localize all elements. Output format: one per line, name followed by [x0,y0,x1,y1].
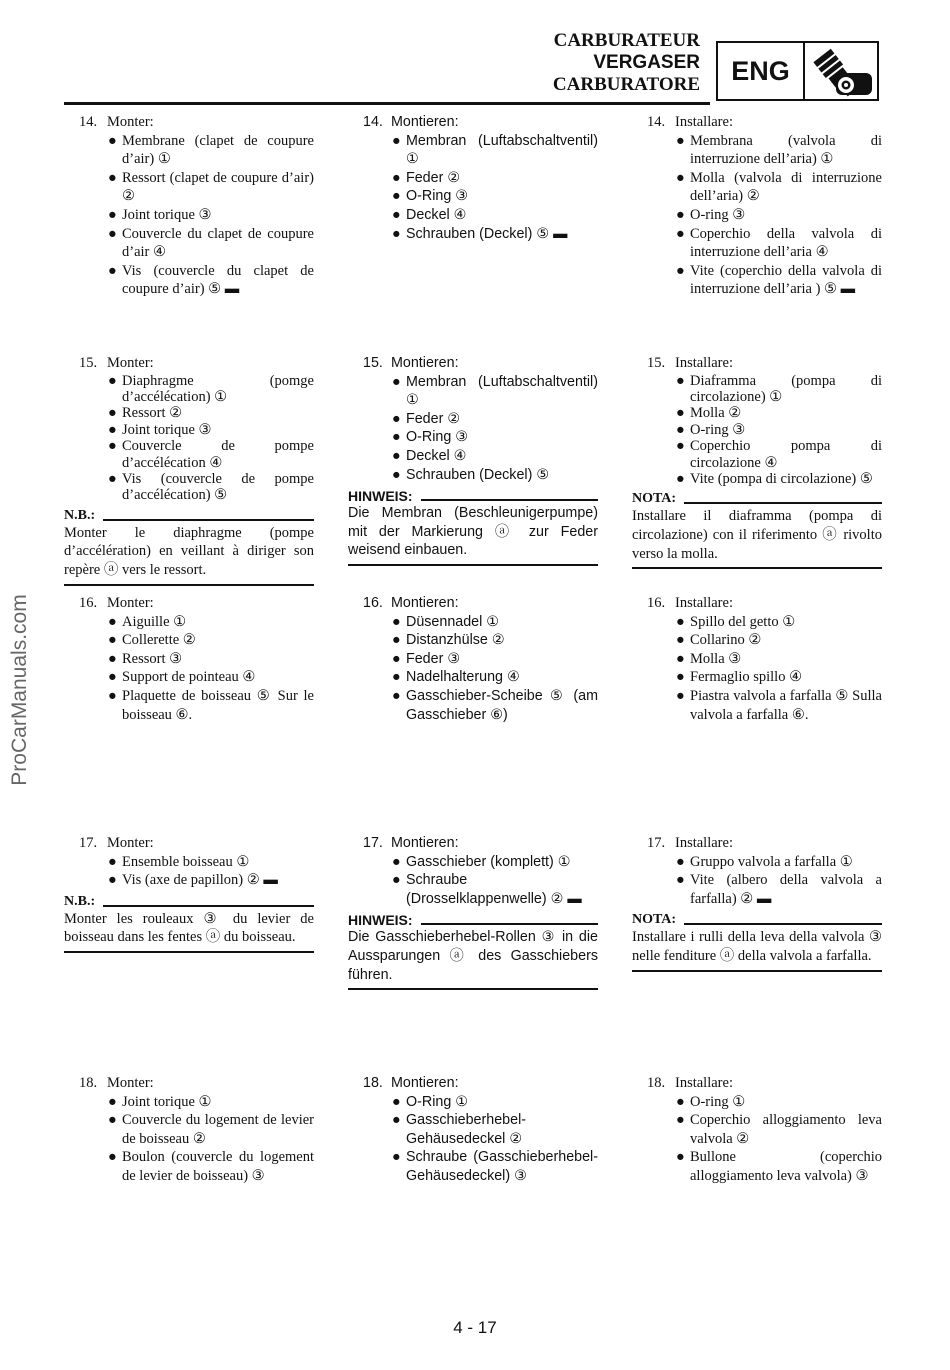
step-number: 16. [79,595,98,611]
note-rule [632,567,882,569]
page-number: 4 - 17 [453,1318,497,1337]
step-verb: Monter: [107,595,154,611]
list-item: ● Collarino ② [676,632,762,649]
list-item: ● Düsennadel ① [392,613,500,630]
note-title: HINWEIS: [348,912,598,928]
list-item: ● Fermaglio spillo ④ [676,669,803,686]
step-number: 16. [363,595,383,611]
list-item: ● Distanzhülse ② [392,632,505,649]
list-item: ● Joint torique ① [108,1093,212,1110]
list-item: ● Vis (axe de papillon) ② ▬ [108,872,278,889]
step-verb: Installare: [675,595,733,611]
list-item: ● Deckel ④ [392,447,467,464]
step-16-it [632,594,882,724]
list-item: ● Molla (valvola di interruzione dell’aria) ② [676,169,882,205]
step-verb: Montieren: [391,595,459,611]
step-heading [348,1074,598,1093]
step-number: 15. [363,355,383,371]
list-item: ● Membrana (valvola di interruzione dell’aria) ① [676,132,882,168]
step-verb: Montieren: [391,835,459,851]
watermark: ProCarManuals.com [8,594,31,786]
note-text: Die Gasschieberhebel-Rollen ③ in die Aussparungen ⓐ des Gasschiebers führen. [348,929,598,983]
step-number: 15. [79,355,98,371]
step-heading [632,1074,882,1093]
list-item: ● O-Ring ③ [392,188,469,205]
note-rule [64,951,314,953]
step-number: 14. [79,114,98,130]
list-item: ● Schrauben (Deckel) ⑤ ▬ [392,225,568,242]
list-item: ● Gasschieber (komplett) ① [392,853,571,870]
list-item: ● O-Ring ① [392,1093,469,1110]
step-15-fr [64,354,314,586]
step-number: 18. [79,1075,98,1091]
step-number: 17. [363,835,383,851]
step-15-it [632,354,882,569]
list-item: ● Gasschieber-Scheibe ⑤ (am Gasschieber ⑥) [392,687,598,723]
step-number: 18. [363,1075,383,1091]
list-item: ● Ensemble boisseau ① [108,853,250,870]
step-verb: Monter: [107,835,154,851]
section-title [553,30,700,96]
title-fr: CARBURATEUR [553,30,700,51]
step-heading [632,354,882,373]
step-verb: Monter: [107,114,154,130]
eng-badge [716,41,879,101]
note-title: HINWEIS: [348,488,598,504]
list-item: ● Coperchio della valvola di interruzione dell’aria ④ [676,225,882,261]
step-heading [632,834,882,853]
step-number: 16. [647,595,666,611]
step-heading [632,594,882,613]
step-verb: Montieren: [391,1075,459,1091]
note-text: Installare il diaframma (pompa di circolazione) con il riferimento ⓐ rivolto verso la molla. [632,508,882,562]
step-verb: Montieren: [391,114,459,130]
list-item: ● O-Ring ③ [392,429,469,446]
step-18-fr [64,1074,314,1186]
note-box [64,508,314,586]
note-text: Monter le diaphragme (pompe d’accélération) en veillant à diriger son repère ⓐ vers le ressort. [64,524,314,579]
note-box [348,912,598,990]
list-item: ● Ressort ③ [108,650,183,667]
list-item: ● Ressort ② [108,405,183,422]
title-it: CARBURATORE [552,74,700,95]
note-rule [348,564,598,566]
list-item: ● Deckel ④ [392,206,467,223]
list-item: ● Feder ③ [392,650,461,667]
step-verb: Montieren: [391,355,459,371]
list-item: ● Vis (couvercle du clapet de coupure d’air) ⑤ ▬ [108,262,314,298]
engine-piston-icon [806,45,876,97]
title-de: VERGASER [593,52,700,73]
list-item: ● O-ring ① [676,1093,746,1110]
step-14-de [348,113,598,243]
list-item: ● Schraube (Drosselklappenwelle) ② ▬ [392,872,582,907]
list-item: ● Feder ② [392,169,461,186]
list-item: ● Membrane (clapet de coupure d’air) ① [108,132,314,168]
step-15-de [348,354,598,566]
list-item: ● Vis (couvercle de pompe d’accélécation) ⑤ [108,471,314,504]
list-item: ● Boulon (couvercle du logement de levier de boisseau) ③ [108,1149,314,1184]
list-item: ● Feder ② [392,410,461,427]
list-item: ● Coperchio pompa di circolazione ④ [676,438,882,471]
note-title: NOTA: [632,491,882,507]
note-rule [348,988,598,990]
step-heading [64,1074,314,1093]
step-number: 17. [647,835,666,851]
list-item: ● Membran (Luftabschaltventil) ① [392,132,598,168]
list-item: ● Collerette ② [108,632,196,649]
list-item: ● Bullone (coperchio alloggiamento leva valvola) ③ [676,1149,882,1184]
note-box [632,912,882,971]
step-18-it [632,1074,882,1186]
note-text: Die Membran (Beschleunigerpumpe) mit der Markierung ⓐ zur Feder weisend einbauen. [348,505,598,559]
note-text: Installare i rulli della leva della valvola ③ nelle fenditure ⓐ della valvola a farfalla. [632,929,882,964]
step-number: 14. [363,114,383,130]
list-item: ● Molla ③ [676,650,742,667]
step-16-de [348,594,598,724]
list-item: ● Schrauben (Deckel) ⑤ [392,466,550,483]
step-verb: Installare: [675,835,733,851]
step-heading [64,834,314,853]
step-heading [632,113,882,132]
list-item: ● Molla ② [676,405,742,422]
note-title: N.B.: [64,894,314,910]
step-number: 18. [647,1075,666,1091]
list-item: ● Support de pointeau ④ [108,669,256,686]
step-16-fr [64,594,314,724]
note-box [632,491,882,569]
list-item: ● Ressort (clapet de coupure d’air) ② [108,169,314,205]
list-item: ● Couvercle du logement de levier de boisseau ② [108,1112,314,1147]
list-item: ● Couvercle du clapet de coupure d’air ④ [108,225,314,261]
list-item: ● Vite (albero della valvola a farfalla) ② ▬ [676,872,882,907]
step-verb: Installare: [675,355,733,371]
list-item: ● Plaquette de boisseau ⑤ Sur le boisseau ⑥. [108,687,314,723]
note-box [64,894,314,953]
step-verb: Monter: [107,1075,154,1091]
eng-label: ENG [718,43,805,99]
list-item: ● Aiguille ① [108,613,187,630]
list-item: ● Gasschieberhebel-Gehäusedeckel ② [392,1112,527,1147]
list-item: ● Diaphragme (pomge d’accélécation) ① [108,372,314,405]
list-item: ● Joint torique ③ [108,206,212,223]
list-item: ● Schraube (Gasschieberhebel-Gehäusedeckel) ③ [392,1149,598,1184]
note-title: NOTA: [632,912,882,928]
list-item: ● Diaframma (pompa di circolazione) ① [676,372,882,405]
note-box [348,488,598,566]
step-18-de [348,1074,598,1186]
list-item: ● Coperchio alloggiamento leva valvola ② [676,1112,882,1147]
list-item: ● O-ring ③ [676,206,746,223]
step-heading [348,834,598,853]
list-item: ● Spillo del getto ① [676,613,796,630]
note-title: N.B.: [64,508,314,524]
step-heading [64,594,314,613]
step-14-it [632,113,882,299]
list-item: ● Joint torique ③ [108,421,212,438]
header-rule [64,102,710,105]
step-17-de [348,834,598,990]
step-number: 15. [647,355,666,371]
step-17-it [632,834,882,972]
list-item: ● Vite (pompa di circolazione) ⑤ [676,471,873,488]
note-rule [64,584,314,586]
note-text: Monter les rouleaux ③ du levier de boisseau dans les fentes ⓐ du boisseau. [64,910,314,946]
step-heading [64,113,314,132]
step-verb: Installare: [675,1075,733,1091]
list-item: ● Gruppo valvola a farfalla ① [676,853,853,870]
list-item: ● Nadelhalterung ④ [392,669,520,686]
note-rule [632,970,882,972]
list-item: ● Membran (Luftabschaltventil) ① [392,373,598,409]
step-heading [348,354,598,373]
step-17-fr [64,834,314,953]
step-number: 14. [647,114,666,130]
step-verb: Monter: [107,355,154,371]
step-heading [64,354,314,373]
step-heading [348,594,598,613]
step-heading [348,113,598,132]
step-verb: Installare: [675,114,733,130]
step-number: 17. [79,835,98,851]
step-14-fr [64,113,314,299]
list-item: ● Vite (coperchio della valvola di interruzione dell’aria ) ⑤ ▬ [676,262,882,298]
list-item: ● Piastra valvola a farfalla ⑤ Sulla valvola a farfalla ⑥. [676,687,882,723]
list-item: ● Couvercle de pompe d’accélécation ④ [108,438,314,471]
list-item: ● O-ring ③ [676,421,746,438]
